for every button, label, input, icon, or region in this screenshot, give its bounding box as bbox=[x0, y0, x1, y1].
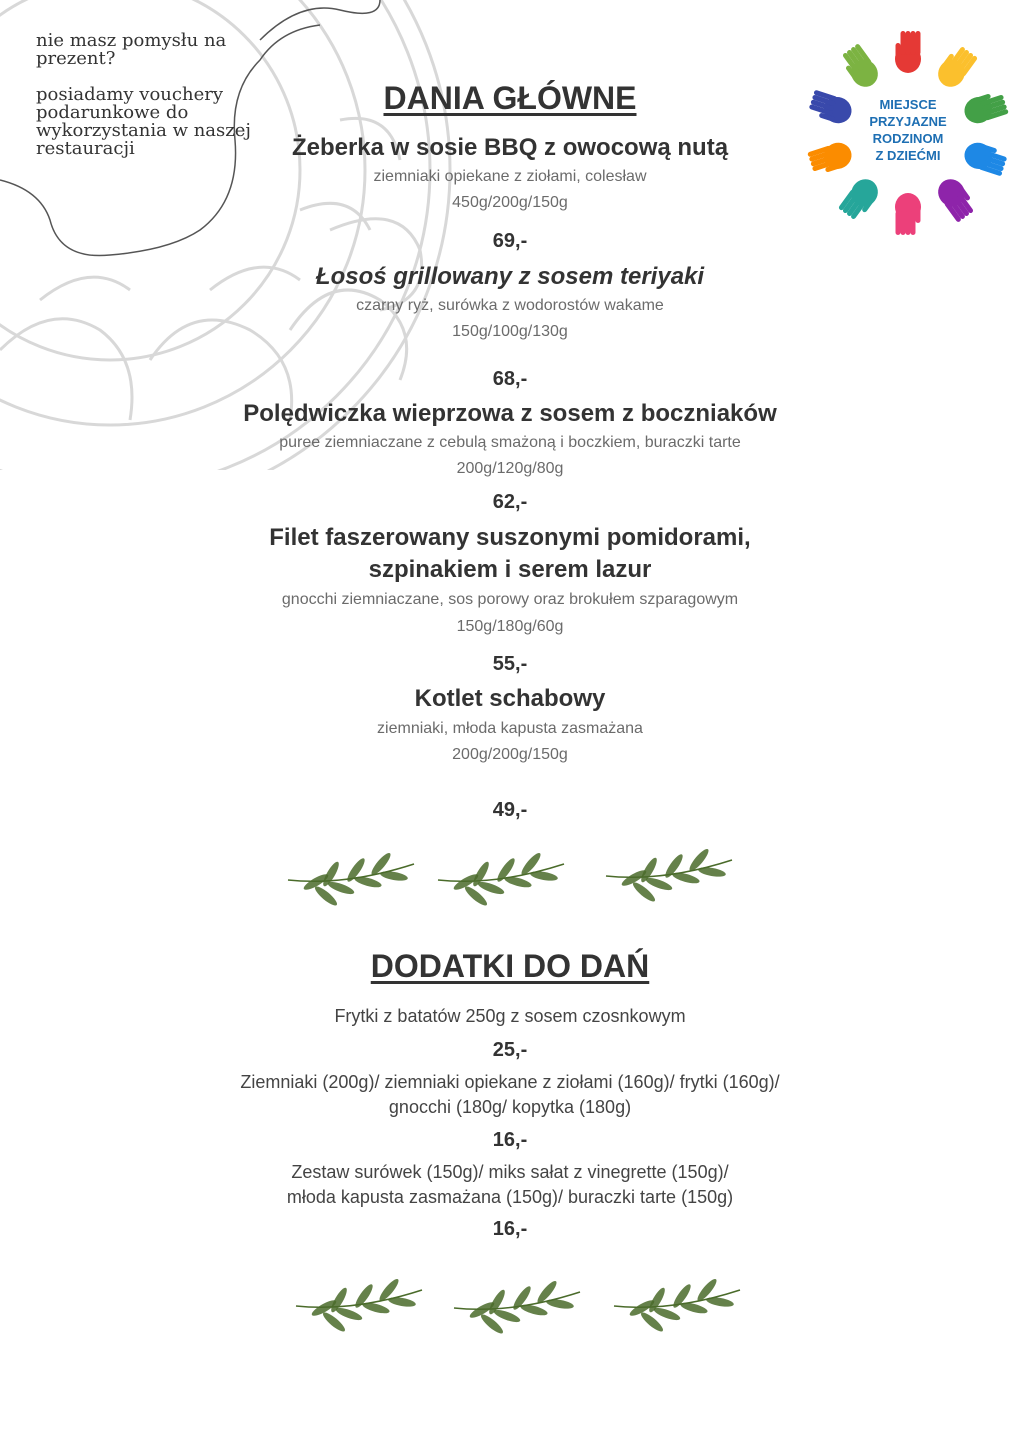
side-price-3: 16,- bbox=[492, 1218, 528, 1240]
side-item-2b: gnocchi (180g/ kopytka (180g) bbox=[388, 1097, 632, 1117]
side-price-2: 16,- bbox=[492, 1129, 528, 1151]
olive-leaf bbox=[326, 879, 355, 896]
side-item-1: Frytki z batatów 250g z sosem czosnkowym bbox=[334, 1006, 686, 1026]
badge-line-1: MIEJSCE bbox=[879, 97, 937, 112]
dish-desc-4: gnocchi ziemniaczane, sos porowy oraz brokułem szparagowym bbox=[281, 591, 739, 608]
dish-name-3: Polędwiczka wieprzowa z sosem z boczniaków bbox=[243, 400, 777, 427]
side-item-3b: młoda kapusta zasmażana (150g)/ buraczki tarte (150g) bbox=[286, 1187, 734, 1207]
olive-leaf bbox=[334, 1305, 363, 1322]
main-dishes-title: DANIA GŁÓWNE bbox=[383, 80, 637, 116]
promo-line-1: nie masz pomysłu na prezent? bbox=[36, 30, 227, 69]
dish-weight-1: 450g/200g/150g bbox=[452, 194, 568, 211]
side-item-3a: Zestaw surówek (150g)/ miks sałat z vinegrette (150g)/ bbox=[291, 1162, 729, 1182]
badge-line-2: PRZYJAZNE bbox=[869, 114, 947, 129]
olive-leaf bbox=[380, 870, 409, 883]
olive-branch-icon bbox=[612, 1278, 742, 1338]
dish-weight-4: 150g/180g/60g bbox=[456, 618, 564, 635]
olive-branch-icon bbox=[286, 852, 416, 912]
side-price-1: 25,- bbox=[492, 1039, 528, 1061]
olive-leaf bbox=[530, 870, 559, 883]
dish-desc-5: ziemniaki, młoda kapusta zasmażana bbox=[377, 720, 643, 737]
dish-name-2: Łosoś grillowany z sosem teriyaki bbox=[315, 263, 705, 290]
sides-title: DODATKI DO DAŃ bbox=[370, 948, 650, 984]
olive-leaf bbox=[503, 875, 532, 890]
dish-name-4b: szpinakiem i serem lazur bbox=[368, 556, 652, 583]
hand-print bbox=[895, 31, 921, 73]
badge-line-4: Z DZIEĆMI bbox=[875, 148, 941, 163]
olive-leaf bbox=[519, 1303, 548, 1318]
olive-branch-icon bbox=[604, 848, 734, 908]
olive-leaf bbox=[388, 1296, 417, 1309]
olive-leaf bbox=[361, 1301, 390, 1316]
dish-price-2: 68,- bbox=[492, 368, 528, 390]
dish-desc-1: ziemniaki opiekane z ziołami, colesław bbox=[373, 168, 647, 185]
olive-leaf bbox=[679, 1301, 708, 1316]
olive-leaf bbox=[698, 866, 727, 879]
dish-price-3: 62,- bbox=[492, 491, 528, 513]
olive-branch-icon bbox=[452, 1280, 582, 1340]
dish-price-5: 49,- bbox=[492, 799, 528, 821]
dish-price-1: 69,- bbox=[492, 230, 528, 252]
olive-leaf bbox=[671, 871, 700, 886]
olive-leaf bbox=[353, 875, 382, 890]
olive-leaf bbox=[644, 875, 673, 892]
promo-line-2: posiadamy vouchery podarunkowe do wykorzystania w naszej restauracji bbox=[36, 84, 251, 159]
olive-branch-icon bbox=[294, 1278, 424, 1338]
dish-weight-2: 150g/100g/130g bbox=[452, 323, 568, 340]
olive-leaf bbox=[652, 1305, 681, 1322]
dish-name-5: Kotlet schabowy bbox=[414, 685, 606, 712]
olive-branch-icon bbox=[436, 852, 566, 912]
dish-weight-5: 200g/200g/150g bbox=[452, 746, 568, 763]
side-item-2a: Ziemniaki (200g)/ ziemniaki opiekane z ziołami (160g)/ frytki (160g)/ bbox=[240, 1072, 780, 1092]
olive-leaf bbox=[546, 1298, 575, 1311]
badge-line-3: RODZINOM bbox=[872, 131, 944, 146]
dish-price-4: 55,- bbox=[492, 653, 528, 675]
olive-leaf bbox=[476, 879, 505, 896]
dish-name-4a: Filet faszerowany suszonymi pomidorami, bbox=[269, 524, 751, 551]
olive-leaf bbox=[492, 1307, 521, 1324]
dish-weight-3: 200g/120g/80g bbox=[456, 460, 564, 477]
dish-desc-2: czarny ryż, surówka z wodorostów wakame bbox=[356, 297, 664, 314]
dish-name-1: Żeberka w sosie BBQ z owocową nutą bbox=[291, 134, 729, 161]
olive-leaf bbox=[706, 1296, 735, 1309]
dish-desc-3: puree ziemniaczane z cebulą smażoną i boczkiem, buraczki tarte bbox=[279, 434, 741, 451]
